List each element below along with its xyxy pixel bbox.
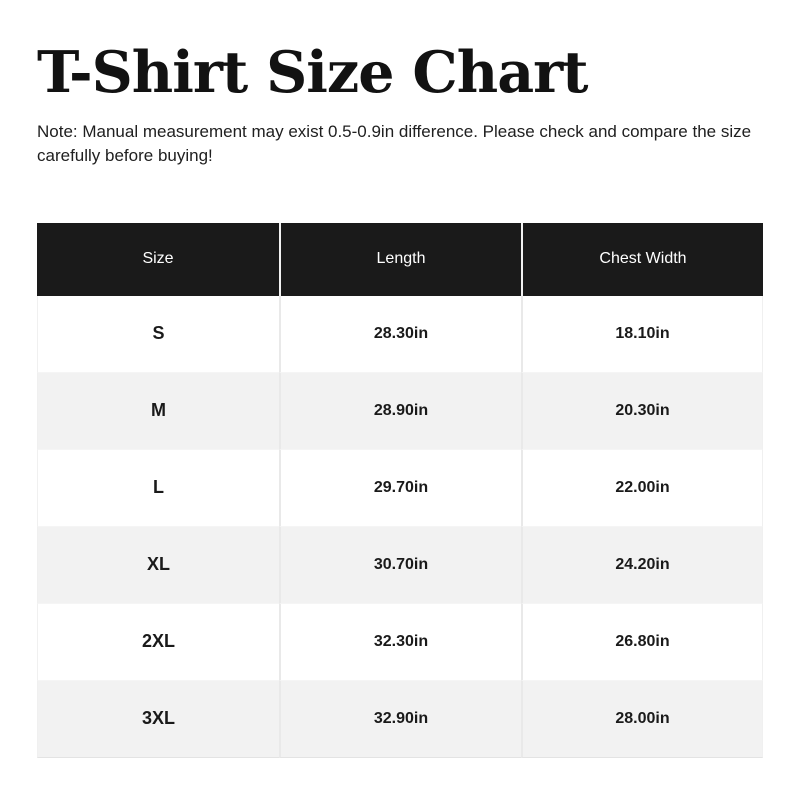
measurement-note: Note: Manual measurement may exist 0.5-0.9in difference. Please check and compare the size carefully before buying!: [37, 121, 752, 166]
size-cell: XL: [37, 527, 279, 604]
size-cell: M: [37, 373, 279, 450]
size-chart-table: [37, 223, 763, 758]
length-cell: 28.30in: [279, 296, 521, 373]
size-cell: 3XL: [37, 681, 279, 758]
chest-width-cell: 24.20in: [521, 527, 763, 604]
length-cell: 32.30in: [279, 604, 521, 681]
chest-width-cell: 22.00in: [521, 450, 763, 527]
column-header-size: Size: [37, 223, 279, 296]
chest-width-cell: 18.10in: [521, 296, 763, 373]
length-cell: 32.90in: [279, 681, 521, 758]
chest-width-cell: 26.80in: [521, 604, 763, 681]
column-header-chest-width: Chest Width: [521, 223, 763, 296]
length-cell: 30.70in: [279, 527, 521, 604]
column-header-length: Length: [279, 223, 521, 296]
table-row: [37, 450, 763, 527]
table-row: [37, 296, 763, 373]
size-cell: 2XL: [37, 604, 279, 681]
header-row: [37, 223, 763, 296]
chest-width-cell: 20.30in: [521, 373, 763, 450]
page-title: T-Shirt Size Chart: [37, 39, 588, 106]
table-row: [37, 373, 763, 450]
table-row: [37, 527, 763, 604]
chest-width-cell: 28.00in: [521, 681, 763, 758]
table-row: [37, 681, 763, 758]
length-cell: 29.70in: [279, 450, 521, 527]
size-chart-table-head: [37, 223, 763, 296]
length-cell: 28.90in: [279, 373, 521, 450]
size-cell: S: [37, 296, 279, 373]
size-cell: L: [37, 450, 279, 527]
size-table-body: [37, 296, 763, 758]
table-row: [37, 604, 763, 681]
